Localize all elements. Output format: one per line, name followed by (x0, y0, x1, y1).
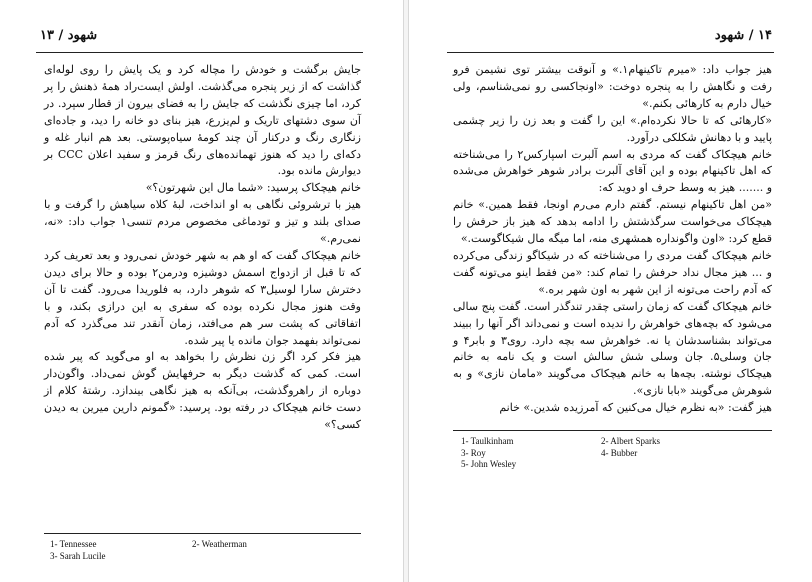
paragraph: هیز جواب داد: «میرم تاکینهام۱.» و آنوقت بیشتر توی نشیمن فرو رفت و نگاهش را به پنجره دوخت: «اونجاکسی رو نمی‌شناسم، ولی خیال دارم به کارهائی بکنم.» (453, 63, 772, 110)
page-body (44, 62, 361, 434)
footnote: 5- John Wesley (461, 459, 517, 469)
page-body (453, 62, 772, 417)
paragraph: هیز فکر کرد اگر زن نظرش را بخواهد به او می‌گوید که پیر شده است. کمی که گذشت دیگر به حرفهایش گوش نمی‌داد. واگون‌دار دوباره از راهروگذشت، بی‌آنکه به هیز نگاهی بیندازد. رشتهٔ کلام از دست خانم هیچکاک در رفته بود. پرسید: «گمونم دارین میرین به دیدن کسی؟» (44, 350, 361, 432)
footnotes-col-1 (461, 436, 516, 471)
paragraph: «کارهائی که تا حالا نکرده‌ام.» این را گفت و بعد زن را زیر چشمی پایید و با دهانش شکلکی درآورد. (453, 113, 772, 144)
paragraph: «من اهل تاکینهام نیستم. گفتم دارم می‌رم اونجا، فقط همین.» خانم هیچکاک می‌خواست سرگذشتش را ادامه بدهد که هیز باز حرفش را قطع کرد: «اون واگونداره همشهری منه، اما میگه مال شیکاگوست.» (453, 198, 772, 246)
header-rule (36, 52, 363, 53)
paragraph: خانم هیچکاک پرسید: «شما مال این شهرتون؟» (145, 181, 361, 195)
paragraph: خانم هیچکاک گفت که او هم به شهر خودش نمی‌رود و بعد تعریف کرد که تا قبل از ازدواج اسمش دوشیزه ودرمن۲ بوده و حالا برای دیدن دخترش سارا لوسیل۳ که شوهر دارد، به فلوریدا می‌رود. گفت تا آن وقت هنوز مجال نکرده بوده که سفری به این درازی بکند، و با اتفاقاتی که پشت سر هم می‌افتد، زمان آنقدر تند می‌گذرد که آدم نمی‌تواند بفهمد جوان مانده یا پیر شده. (44, 248, 362, 347)
footnote: 1- Taulkinham (461, 436, 514, 446)
paragraph: جایش برگشت و خودش را مچاله کرد و یک پایش را روی لوله‌ای گذاشت که از زیر پنجره می‌گذشت. اولش ایست‌راد همهٔ ذهنش را پر کرد، اما چیزی نگذشت که جایش را به فضای بیرون از قطار سپرد. در آن سوی دشتهای تاریک و لم‌یزرع، هیز بنای دو خانه را دید، و جاده‌ای زنگاری رنگ و درکنار آن چند کومهٔ سیاه‌پوستی. بعد هم انبار غله و دکه‌ای را دید که هنوز تهمانده‌های رنگ قرمز و سفید اعلان CCC بر دیوارش مانده بود. (44, 63, 361, 178)
paragraph: خانم هیچکاک گفت مردی را می‌شناخته که در شیکاگو زندگی می‌کرده و ... هیز مجال نداد حرفش را تمام کند: «من فقط اینو می‌تونه گفت که آدم راحت می‌تونه از این شهر به اون شهر بره.» (453, 248, 772, 296)
footnote: 3- Roy (461, 447, 486, 458)
footnotes-col-1 (50, 539, 105, 562)
paragraph: خانم هیچکاک گفت که زمان راستی چقدر تندگذر است. گفت پنج سالی می‌شود که بچه‌های خواهرش را ندیده است و نمی‌داند اگر آنها را ببیند می‌تواند بشناسدشان یا نه. خواهرش سه بچه دارد. روی۳ و بابر۴ و جان وسلی۵. جان وسلی شش سالش است و یک نامه به خانم هیچکاک نوشته. بچه‌ها به خانم هیچکاک می‌گویند «مامان نازی» و به شوهرش می‌گویند «بابا نازی». (453, 299, 772, 398)
paragraph: خانم هیچکاک گفت که مردی به اسم آلبرت اسپارکس۲ را می‌شناخته که اهل تاکینهام بوده و این آقای آلبرت برادر شوهر خواهرش می‌شده و ....... هیز به وسط حرف او دوید که: (453, 147, 772, 195)
footnote: 2- Weatherman (192, 539, 247, 549)
paragraph: هیز گفت: «به نظرم خیال می‌کنین که آمرزیده شدین.» خانم (499, 401, 772, 415)
page-header: ۱۴ / شهود (714, 28, 772, 43)
footnote: 4- Bubber (601, 447, 638, 458)
footnotes-col-2 (192, 539, 247, 551)
footnote: 1- Tennessee (50, 539, 97, 549)
paragraph: هیز با ترشروئی نگاهی به او انداخت، لبهٔ کلاه سیاهش را گرفت و با صدای بلند و تیز و تودماغی مخصوص مردم تنسی۱ جواب داد: «نه، نمی‌رم.» (44, 198, 361, 246)
footnote-rule (453, 430, 772, 431)
header-rule (447, 52, 774, 53)
footnote-rule (44, 533, 361, 534)
page-header: شهود / ۱۳ (40, 28, 98, 43)
right-page (408, 0, 812, 582)
footnote: 3- Sarah Lucile (50, 550, 106, 561)
left-page (0, 0, 404, 582)
footnotes-col-2 (601, 436, 660, 459)
footnote: 2- Albert Sparks (601, 436, 660, 446)
